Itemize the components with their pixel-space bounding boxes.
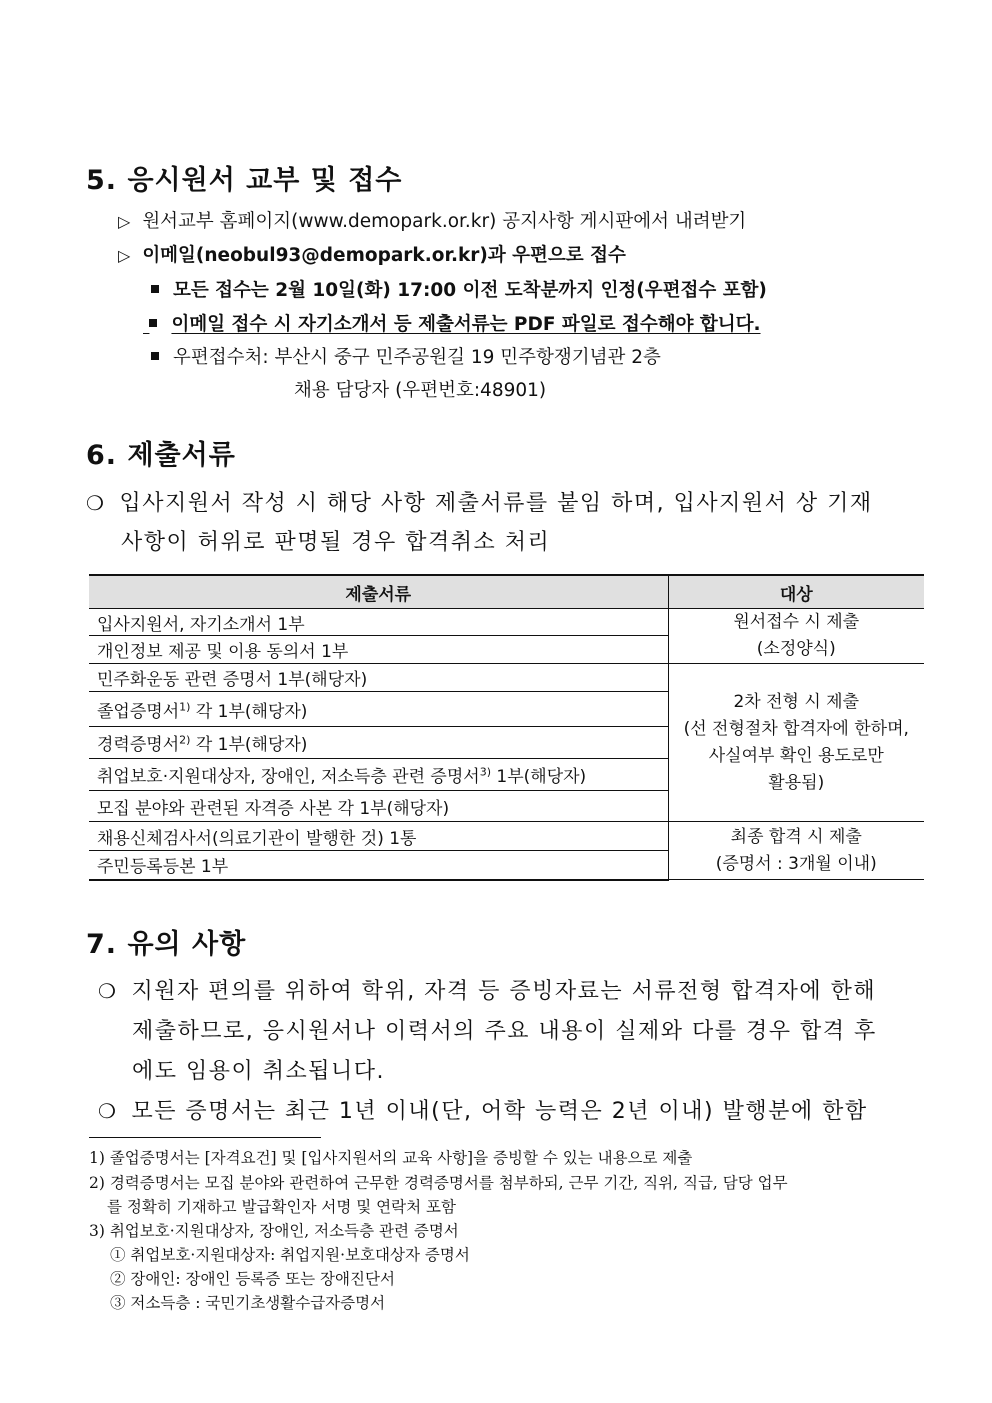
bullet-download [118, 207, 746, 233]
target-cell-3 [668, 822, 924, 880]
target-text: 사실여부 확인 용도로만 [708, 745, 884, 766]
footnote-3-item-2: ② 장애인: 장애인 등록증 또는 장애진단서 [110, 1270, 395, 1288]
square-bullet-icon [151, 352, 159, 360]
documents-table [89, 574, 924, 881]
target-cell-1 [668, 609, 924, 664]
sec7-p2-text: 모든 증명서는 최근 1년 이내(단, 어학 능력은 2년 이내) 발행분에 한함 [131, 1099, 868, 1124]
sub-postal-cont: 채용 담당자 (우편번호:48901) [294, 380, 547, 401]
bullet-submit-text: 이메일(neobul93@demopark.or.kr)과 우편으로 접수 [142, 245, 626, 266]
doc-cell [89, 692, 668, 727]
doc-cell [89, 759, 668, 791]
doc-cell [89, 727, 668, 759]
doc-cell: 모집 분야와 관련된 자격증 사본 각 1부(해당자) [89, 791, 668, 822]
sub-deadline [151, 276, 767, 302]
footnote-3: 3) 취업보호·지원대상자, 장애인, 저소득층 관련 증명서 [89, 1222, 459, 1240]
sec6-para-text1: 입사지원서 작성 시 해당 사항 제출서류를 붙임 하며, 입사지원서 상 기재 [119, 491, 873, 516]
table-row [89, 664, 924, 692]
section-7-title: 7. 유의 사항 [86, 929, 247, 960]
target-cell-2 [668, 664, 924, 822]
sec6-para-line2: 사항이 허위로 판명될 경우 합격취소 처리 [121, 530, 551, 555]
target-text: 2차 전형 시 제출 [733, 691, 860, 712]
doc-cell: 개인정보 제공 및 이용 동의서 1부 [89, 636, 668, 664]
sec6-para-line1 [86, 486, 873, 517]
footnote-divider [89, 1137, 321, 1138]
target-text: (증명서 : 3개월 이내) [715, 853, 877, 874]
sec7-p1-line3: 에도 임용이 취소됩니다. [132, 1059, 386, 1084]
triangle-bullet-icon: ▷ [118, 246, 131, 265]
doc-text: 각 1부(해당자) [190, 735, 308, 755]
table-row [89, 822, 924, 851]
sub-postal [151, 343, 661, 369]
footnote-ref: 3) [479, 765, 491, 779]
square-bullet-icon [151, 285, 159, 293]
target-text: (소정양식) [756, 639, 836, 659]
header-target: 대상 [668, 575, 924, 609]
sec7-p1-line1 [98, 974, 876, 1005]
footnote-ref: 1) [179, 699, 191, 713]
section-6-title: 6. 제출서류 [86, 440, 236, 471]
doc-cell: 주민등록등본 1부 [89, 851, 668, 880]
footnote-3-item-3: ③ 저소득층 : 국민기초생활수급자증명서 [110, 1294, 386, 1312]
footnote-ref: 2) [179, 733, 191, 747]
doc-cell: 채용신체검사서(의료기관이 발행한 것) 1통 [89, 822, 668, 851]
sub-postal-text: 우편접수처: 부산시 중구 민주공원길 19 민주항쟁기념관 2층 [173, 347, 661, 368]
doc-text: 취업보호·지원대상자, 장애인, 저소득층 관련 증명서 [97, 767, 480, 787]
footnote-2-cont: 를 정확히 기재하고 발급확인자 서명 및 연락처 포함 [107, 1198, 456, 1216]
target-text: 활용됨) [768, 772, 825, 793]
table-row [89, 609, 924, 636]
footnote-1: 1) 졸업증명서는 [자격요건] 및 [입사지원서의 교육 사항]을 증빙할 수 있는 내용으로 제출 [89, 1149, 693, 1167]
bullet-download-text: 원서교부 홈페이지(www.demopark.or.kr) 공지사항 게시판에서 내려받기 [142, 211, 747, 232]
sec7-p2 [98, 1094, 868, 1125]
target-text: 최종 합격 시 제출 [730, 826, 862, 847]
sec7-p1-line2: 제출하므로, 응시원서나 이력서의 주요 내용이 실제와 다를 경우 합격 후 [132, 1019, 877, 1044]
sub-pdf-notice-text: 이메일 접수 시 자기소개서 등 제출서류는 PDF 파일로 접수해야 합니다. [171, 314, 761, 335]
doc-text: 1부(해당자) [491, 767, 587, 787]
sub-pdf-notice [143, 310, 761, 336]
section-5-title: 5. 응시원서 교부 및 접수 [86, 165, 403, 196]
circle-bullet-icon: ❍ [86, 491, 106, 515]
header-documents: 제출서류 [89, 575, 668, 609]
doc-cell: 입사지원서, 자기소개서 1부 [89, 609, 668, 636]
square-bullet-icon [149, 319, 157, 327]
footnote-2: 2) 경력증명서는 모집 분야와 관련하여 근무한 경력증명서를 첨부하되, 근무 기간, 직위, 직급, 담당 업무 [89, 1174, 788, 1192]
target-text: 원서접수 시 제출 [733, 612, 860, 632]
sub-deadline-text: 모든 접수는 2월 10일(화) 17:00 이전 도착분까지 인정(우편접수 포함) [173, 280, 767, 301]
circle-bullet-icon: ❍ [98, 979, 118, 1003]
target-text: (선 전형절차 합격자에 한하며, [683, 718, 909, 739]
table-header-row [89, 575, 924, 609]
triangle-bullet-icon: ▷ [118, 212, 131, 231]
sec7-p1-text: 지원자 편의를 위하여 학위, 자격 등 증빙자료는 서류전형 합격자에 한해 [131, 979, 877, 1004]
doc-text: 경력증명서 [97, 735, 180, 755]
bullet-submit [118, 241, 626, 267]
circle-bullet-icon: ❍ [98, 1099, 118, 1123]
doc-text: 졸업증명서 [97, 701, 180, 722]
footnote-3-item-1: ① 취업보호·지원대상자: 취업지원·보호대상자 증명서 [110, 1246, 470, 1264]
doc-text: 각 1부(해당자) [190, 701, 308, 722]
doc-cell: 민주화운동 관련 증명서 1부(해당자) [89, 664, 668, 692]
